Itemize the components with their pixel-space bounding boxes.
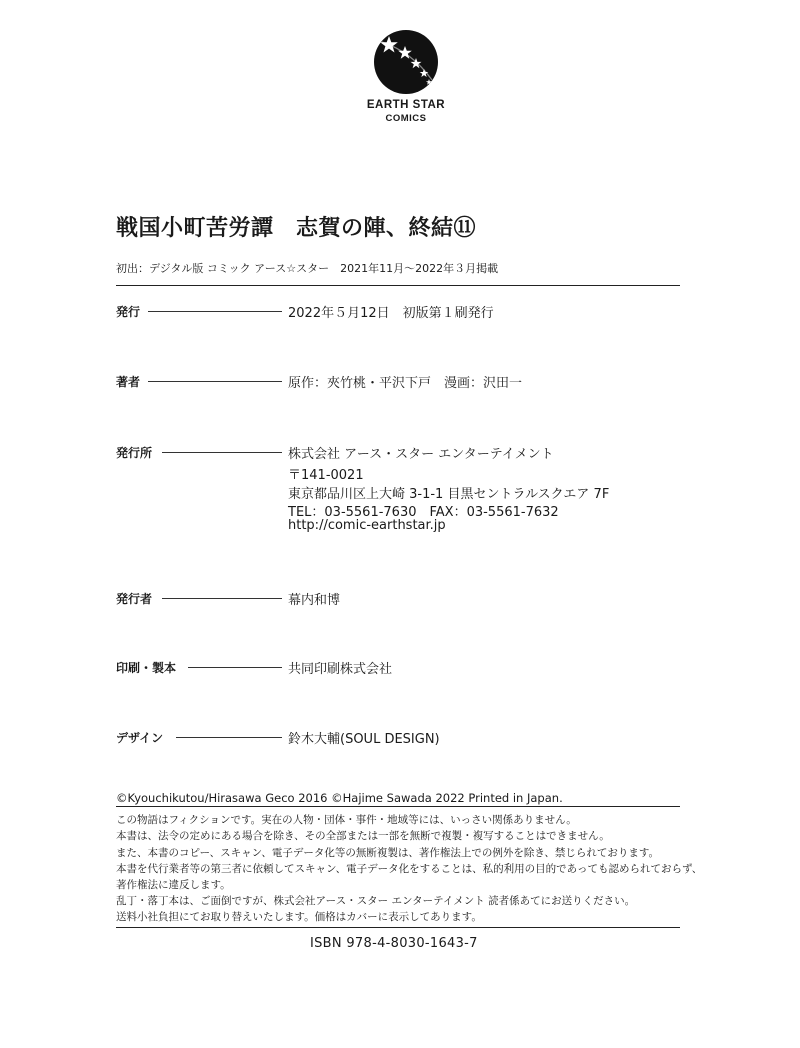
publisher-tel-fax: TEL：03-5561-7630 FAX：03-5561-7632 xyxy=(288,505,559,520)
publisher-person-value: 幕内和博 xyxy=(288,593,341,608)
leader-line xyxy=(162,598,282,599)
earth-star-globe-icon xyxy=(372,28,440,96)
printing-label: 印刷・製本 xyxy=(116,661,177,675)
leader-line xyxy=(148,381,282,382)
leader-line xyxy=(176,737,282,738)
leader-line xyxy=(148,311,282,312)
design-label: デザイン xyxy=(116,731,164,745)
publisher-url: http://comic-earthstar.jp xyxy=(288,518,446,533)
isbn: ISBN 978-4-8030-1643-7 xyxy=(310,936,478,951)
divider-bottom xyxy=(116,927,680,928)
author-value: 原作：夾竹桃・平沢下戸 漫画：沢田一 xyxy=(288,376,523,391)
publisher-office-label: 発行所 xyxy=(116,446,153,460)
author-label: 著者 xyxy=(116,375,141,389)
leader-line xyxy=(188,667,282,668)
publisher-logo xyxy=(356,28,456,123)
printing-value: 共同印刷株式会社 xyxy=(288,662,393,677)
issue-label: 発行 xyxy=(116,305,141,319)
leader-line xyxy=(162,452,282,453)
publisher-person-label: 発行者 xyxy=(116,592,153,606)
issue-value: 2022年５月12日 初版第１刷発行 xyxy=(288,306,494,321)
publisher-address: 東京都品川区上大崎 3-1-1 目黒セントラルスクエア 7F xyxy=(288,487,610,502)
notice-line: 本書を代行業者等の第三者に依頼してスキャン、電子データ化をすることは、私的利用の目的であっても認められておらず、 xyxy=(116,863,703,875)
notice-line: また、本書のコピー、スキャン、電子データ化等の無断複製は、著作権法上での例外を除き、禁じられております。 xyxy=(116,847,660,859)
copyright-line: ©Kyouchikutou/Hirasawa Geco 2016 ©Hajime Sawada 2022 Printed in Japan. xyxy=(116,791,563,805)
divider-top xyxy=(116,285,680,286)
logo-text-line2: COMICS xyxy=(385,112,427,124)
publisher-postal: 〒141-0021 xyxy=(288,468,364,483)
divider-middle xyxy=(116,806,680,807)
notice-line: 送料小社負担にてお取り替えいたします。価格はカバーに表示してあります。 xyxy=(116,911,482,923)
logo-text-line1: EARTH STAR xyxy=(366,99,446,111)
publisher-name: 株式会社 アース・スター エンターテイメント xyxy=(288,447,554,462)
book-title: 戦国小町苦労譚 志賀の陣、終結⑪ xyxy=(116,216,477,241)
notice-line: 乱丁・落丁本は、ご面倒ですが、株式会社アース・スター エンターテイメント 読者係あてにお送りください。 xyxy=(116,895,636,907)
notice-line: 本書は、法令の定めにある場合を除き、その全部または一部を無断で複製・複写することはできません。 xyxy=(116,830,610,842)
design-value: 鈴木大輔(SOUL DESIGN) xyxy=(288,732,440,747)
notice-line: 著作権法に違反します。 xyxy=(116,879,231,891)
first-publication: 初出：デジタル版 コミック アース☆スター 2021年11月～2022年３月掲載 xyxy=(116,262,499,275)
notice-line: この物語はフィクションです。実在の人物・団体・事件・地域等には、いっさい関係ありません。 xyxy=(116,814,577,826)
